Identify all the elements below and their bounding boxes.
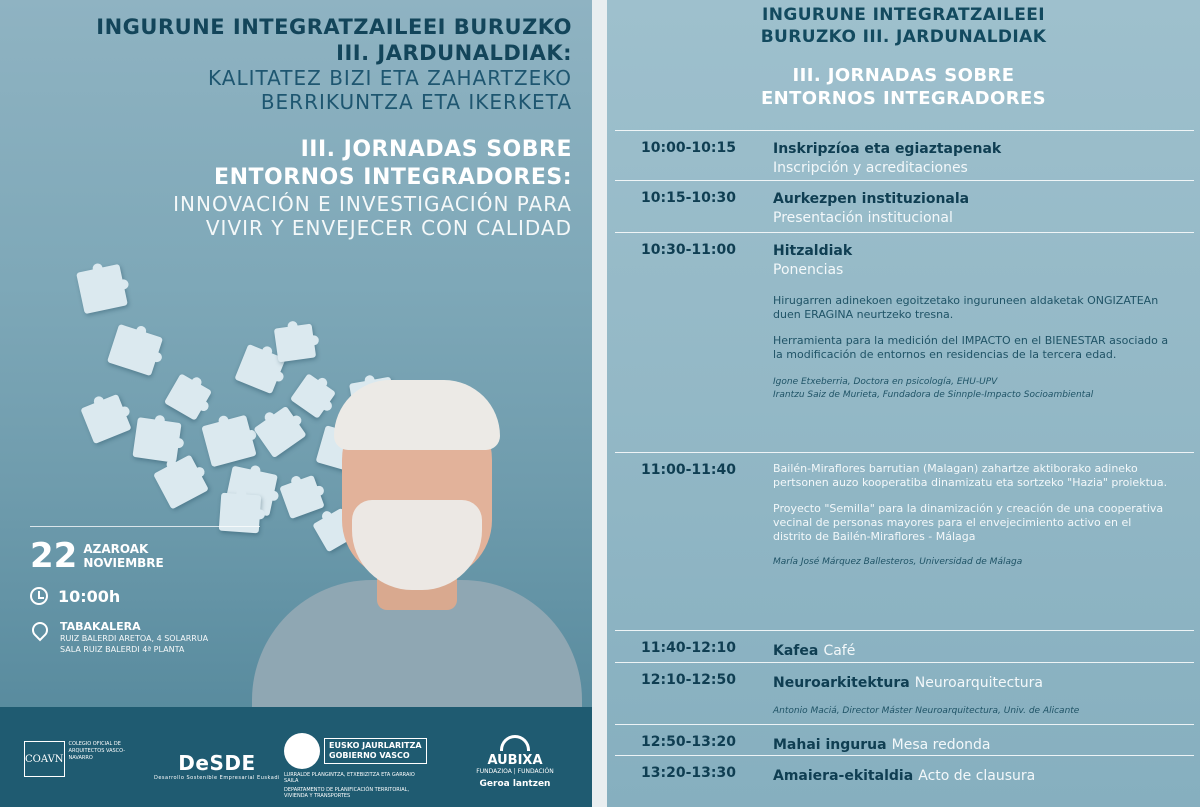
sponsor-logo-bar bbox=[0, 707, 592, 807]
schedule-time: 11:00-11:40 bbox=[641, 462, 736, 478]
poster-title-eu-2: III. JARDUNALDIAK: bbox=[336, 41, 572, 65]
schedule-title-eu: Hitzaldiak bbox=[773, 243, 853, 259]
event-day: 22 bbox=[30, 536, 78, 576]
venue-room-es: SALA RUIZ BALERDI 4ª PLANTA bbox=[60, 645, 185, 654]
event-month-eu: AZAROAK bbox=[83, 542, 149, 556]
schedule-title-es: Acto de clausura bbox=[918, 768, 1036, 784]
program-header-eu-1: INGURUNE INTEGRATZAILEEI bbox=[762, 5, 1045, 25]
schedule-time: 10:30-11:00 bbox=[641, 242, 736, 258]
event-poster bbox=[0, 0, 592, 807]
program-header-es-2: ENTORNOS INTEGRADORES bbox=[760, 88, 1047, 109]
schedule-title-es: Ponencias bbox=[773, 262, 844, 278]
poster-title-es-2: ENTORNOS INTEGRADORES: bbox=[214, 165, 572, 190]
schedule-time: 11:40-12:10 bbox=[641, 640, 736, 656]
poster-subtitle-eu-1: KALITATEZ BIZI ETA ZAHARTZEKO bbox=[208, 66, 572, 90]
event-location bbox=[30, 620, 260, 655]
program-header-eu-2: BURUZKO III. JARDUNALDIAK bbox=[760, 27, 1047, 47]
talk-description-eu: Bailén-Miraflores barrutian (Malagan) zahartze aktiborako adineko pertsonen auzo kooperatiba dinamizatu eta sortzeko "Hazia" proiektua. bbox=[773, 462, 1168, 489]
elderly-man-photo bbox=[232, 380, 592, 710]
event-info bbox=[30, 526, 260, 655]
talk-description-eu: Hirugarren adinekoen egoitzetako inguruneen aldaketak ONGIZATEAn duen ERAGINA neurtzeko tresna. bbox=[773, 294, 1159, 321]
clock-icon bbox=[30, 587, 48, 605]
venue-room-eu: RUIZ BALERDI ARETOA, 4 SOLARRUA bbox=[60, 634, 209, 643]
schedule-title-eu: Kafea bbox=[773, 643, 819, 659]
desde-logo: DeSDE Desarrollo Sostenible Empresarial Euskadi bbox=[154, 751, 280, 781]
event-program bbox=[607, 0, 1200, 807]
venue-name: TABAKALERA bbox=[60, 620, 141, 633]
schedule-title-eu: Mahai ingurua bbox=[773, 737, 887, 753]
coavn-logo: COAVN COLEGIO OFICIAL DE ARQUITECTOS VASCO-NAVARRO bbox=[24, 741, 134, 777]
schedule-title-eu: Inskripzíoa eta egiaztapenak bbox=[773, 141, 1002, 157]
talk-description-es: Proyecto "Semilla" para la dinamización y creación de una cooperativa vecinal de personas mayores para el envejecimiento activo en el distrito de Bailén-Miraflores - Málaga bbox=[773, 502, 1164, 543]
aubixa-logo: AUBIXA FUNDAZIOA | FUNDACIÓN Geroa lantzen bbox=[470, 735, 560, 789]
schedule-title-es: Café bbox=[823, 643, 856, 659]
poster-subtitle-es-2: VIVIR Y ENVEJECER CON CALIDAD bbox=[205, 216, 572, 240]
poster-title-eu-1: INGURUNE INTEGRATZAILEEI BURUZKO bbox=[96, 15, 572, 39]
poster-subtitle-eu-2: BERRIKUNTZA ETA IKERKETA bbox=[260, 90, 572, 114]
event-month-es: NOVIEMBRE bbox=[83, 556, 164, 570]
location-pin-icon bbox=[29, 619, 52, 642]
schedule-time: 10:15-10:30 bbox=[641, 190, 736, 206]
speaker: Igone Etxeberria, Doctora en psicología, EHU-UPV bbox=[773, 377, 998, 387]
schedule-time: 13:20-13:30 bbox=[641, 765, 736, 781]
schedule-title-eu: Aurkezpen instituzionala bbox=[773, 191, 970, 207]
speaker: Irantzu Saiz de Murieta, Fundadora de Sinnple-Impacto Socioambiental bbox=[773, 390, 1094, 400]
schedule-title-es: Presentación institucional bbox=[773, 210, 953, 226]
event-time-text: 10:00h bbox=[58, 587, 121, 606]
schedule-time: 12:50-13:20 bbox=[641, 734, 736, 750]
speaker: María José Márquez Ballesteros, Universidad de Málaga bbox=[773, 557, 1023, 567]
schedule-time: 12:10-12:50 bbox=[641, 672, 736, 688]
program-header-es-1: III. JORNADAS SOBRE bbox=[792, 65, 1015, 86]
talk-description-es: Herramienta para la medición del IMPACTO en el BIENESTAR asociado a la modificación de entornos en residencias de la tercera edad. bbox=[773, 334, 1169, 361]
schedule-title-es: Inscripción y acreditaciones bbox=[773, 160, 968, 176]
aubixa-mark-icon bbox=[500, 735, 530, 751]
event-time bbox=[30, 587, 260, 606]
schedule-title-eu: Amaiera-ekitaldia bbox=[773, 768, 914, 784]
gobierno-vasco-logo: EUSKO JAURLARITZA GOBIERNO VASCO LURRALDE PLANGINTZA, ETXEBIZITZA ETA GARRAIO SAILA DEPARTAMENTO DE PLANIFICACIÓN TERRITORIAL, VIVIENDA Y TRANSPORTES bbox=[284, 733, 430, 799]
program-header bbox=[607, 0, 1200, 110]
poster-title-es-1: III. JORNADAS SOBRE bbox=[300, 137, 572, 162]
gobierno-vasco-emblem-icon bbox=[284, 733, 320, 769]
schedule-time: 10:00-10:15 bbox=[641, 140, 736, 156]
event-date bbox=[30, 536, 260, 576]
poster-subtitle-es-1: INNOVACIÓN E INVESTIGACIÓN PARA bbox=[173, 192, 572, 216]
schedule-title-eu: Neuroarkitektura bbox=[773, 675, 910, 691]
schedule-title-es: Neuroarquitectura bbox=[914, 675, 1043, 691]
divider bbox=[30, 526, 260, 527]
speaker: Antonio Maciá, Director Máster Neuroarquitectura, Univ. de Alicante bbox=[773, 706, 1080, 716]
poster-title-block bbox=[12, 14, 572, 240]
schedule-title-es: Mesa redonda bbox=[891, 737, 991, 753]
